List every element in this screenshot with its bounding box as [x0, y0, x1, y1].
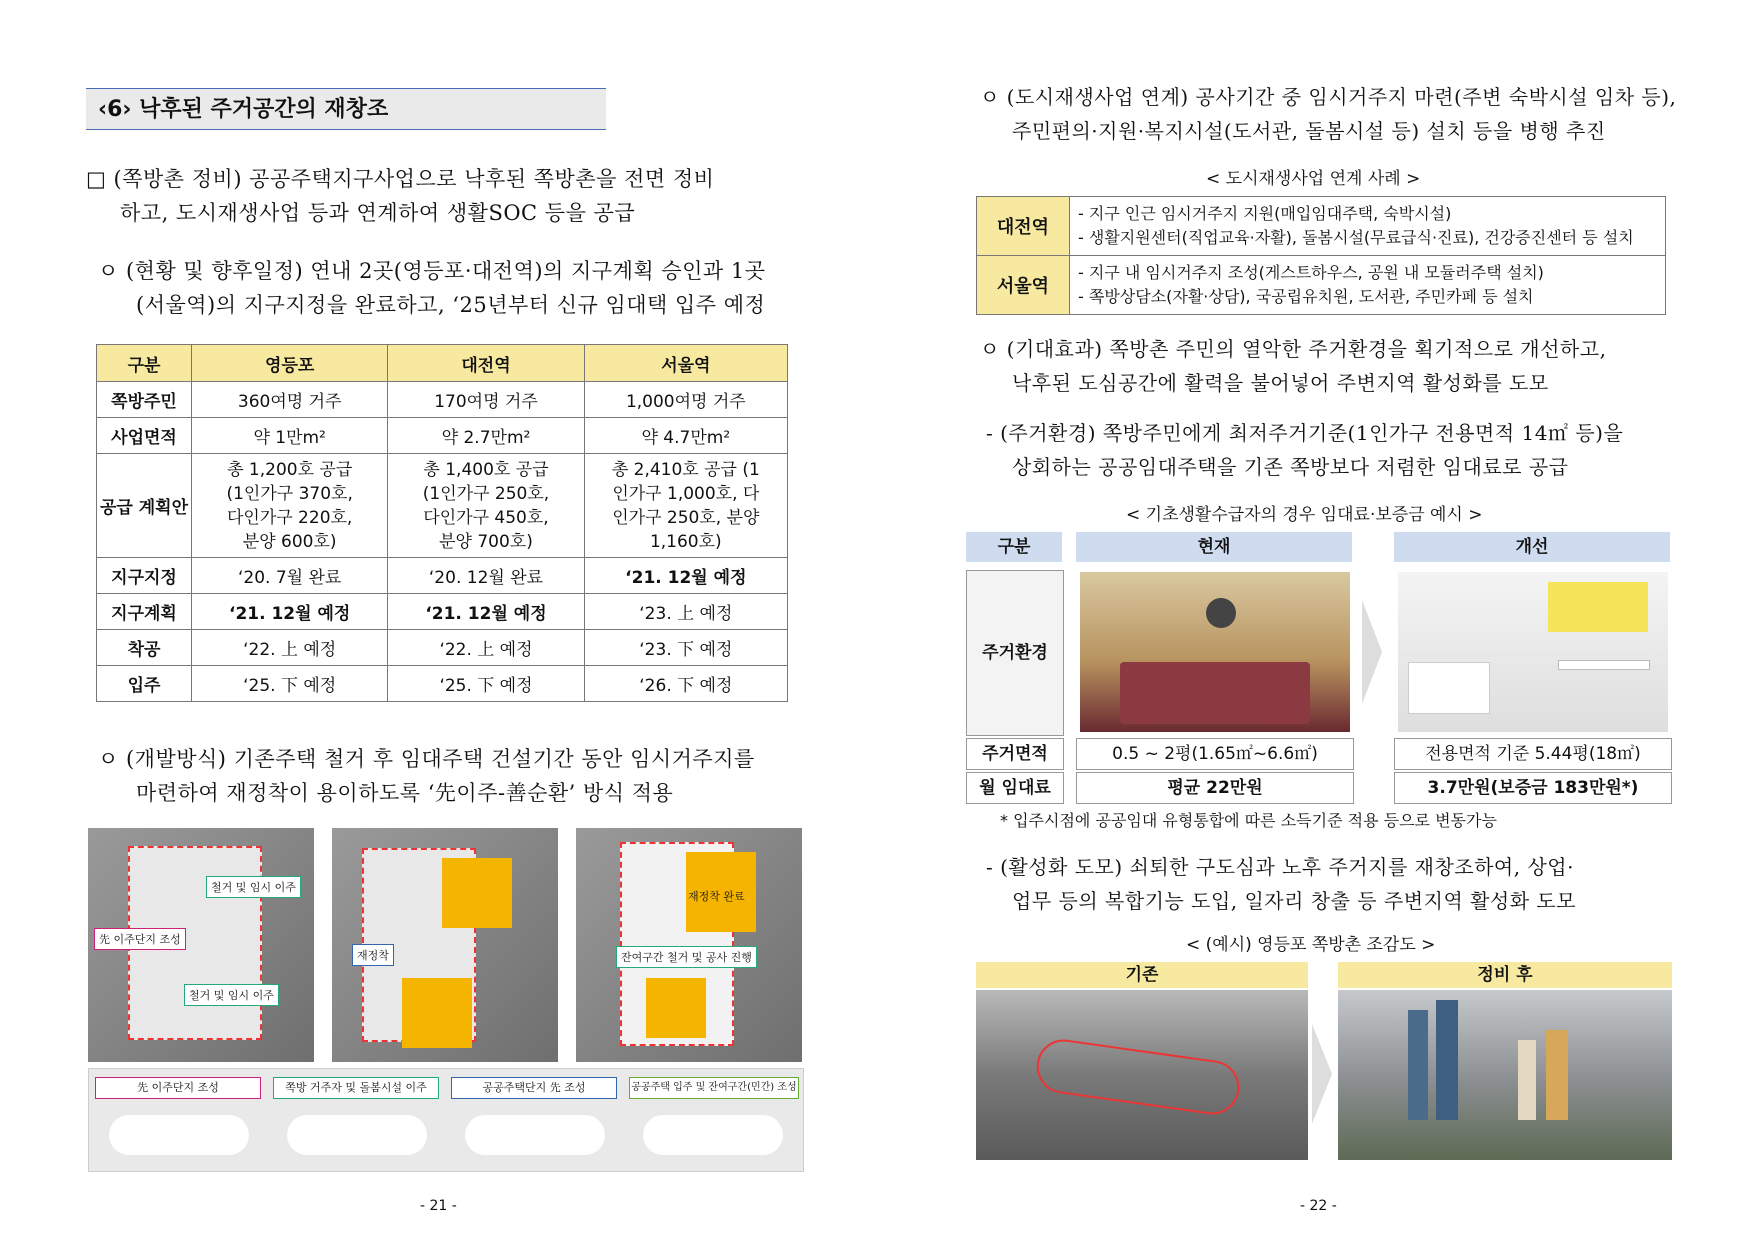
- table-row: 사업면적 약 1만m² 약 2.7만m² 약 4.7만m²: [97, 418, 788, 454]
- caption-urban-regen: < 도시재생사업 연계 사례 >: [1206, 169, 1421, 189]
- table-row: 지구계획 ‘21. 12월 예정 ‘21. 12월 예정 ‘23. 上 예정: [97, 594, 788, 630]
- table-row: 쪽방주민 360여명 거주 170여명 거주 1,000여명 거주: [97, 382, 788, 418]
- map-image-1: 철거 및 임시 이주 先 이주단지 조성 철거 및 임시 이주: [88, 828, 314, 1062]
- page-number-right: - 22 -: [1300, 1198, 1337, 1214]
- case-table: [976, 196, 1666, 315]
- arrow-right-icon: [1362, 600, 1382, 704]
- rent-current: 평균 22만원: [1076, 772, 1354, 804]
- section-title: ‹6› 낙후된 주거공간의 재창조: [86, 88, 606, 130]
- r-bullet4-line2: 업무 등의 복합기능 도입, 일자리 창출 등 주변지역 활성화 도모: [1012, 889, 1577, 913]
- th-seoul: 서울역: [584, 345, 787, 382]
- after-aerial-photo: [1338, 990, 1672, 1160]
- before-aerial-photo: [976, 990, 1308, 1160]
- r-bullet1-line1: ㅇ (도시재생사업 연계) 공사기간 중 임시거주지 마련(주변 숙박시설 임차 등),: [980, 85, 1677, 109]
- bullet2-line1: ㅇ (현황 및 향후일정) 연내 2곳(영등포·대전역)의 지구계획 승인과 1곳: [98, 259, 766, 283]
- current-room-photo: [1080, 572, 1350, 732]
- cmp-row-area: 주거면적: [966, 738, 1064, 770]
- r-bullet3-line2: 상회하는 공공임대주택을 기존 쪽방보다 저렴한 임대료로 공급: [1012, 455, 1569, 479]
- after-label: 정비 후: [1338, 962, 1672, 988]
- step-3: 공공주택단지 先 조성: [451, 1077, 617, 1099]
- table-row: 입주 ‘25. 下 예정 ‘25. 下 예정 ‘26. 下 예정: [97, 666, 788, 702]
- table-row: 착공 ‘22. 上 예정 ‘22. 上 예정 ‘23. 下 예정: [97, 630, 788, 666]
- cmp-header-current: 현재: [1076, 532, 1352, 562]
- arrow-right-icon: [1312, 1024, 1332, 1124]
- bullet3-line2: 마련하여 재정착이 용이하도록 ‘先이주-善순환’ 방식 적용: [136, 781, 674, 805]
- bullet2-line2: (서울역)의 지구지정을 완료하고, ‘25년부터 신규 임대택 입주 예정: [136, 293, 766, 317]
- th-category: 구분: [97, 345, 192, 382]
- bullet1-line2: 하고, 도시재생사업 등과 연계하여 생활SOC 등을 공급: [120, 201, 636, 225]
- r-bullet3-line1: - (주거환경) 쪽방주민에게 최저주거기준(1인가구 전용면적 14㎡ 등)을: [986, 421, 1624, 445]
- table-row: 대전역 - 지구 인근 임시거주지 지원(매입임대주택, 숙박시설) - 생활지원센터(직업교육·자활), 돌봄시설(무료급식·진료), 건강증진센터 등 설치: [977, 197, 1666, 256]
- improved-room-photo: [1398, 572, 1668, 732]
- step-2: 쪽방 거주자 및 돌봄시설 이주: [273, 1077, 439, 1099]
- steps-strip: [88, 1068, 804, 1172]
- caption-rent-example: < 기초생활수급자의 경우 임대료·보증금 예시 >: [1126, 505, 1483, 525]
- th-daejeon: 대전역: [388, 345, 584, 382]
- bullet1-line1: □ (쪽방촌 정비) 공공주택지구사업으로 낙후된 쪽방촌을 전면 정비: [86, 167, 715, 191]
- r-bullet2-line1: ㅇ (기대효과) 쪽방촌 주민의 열악한 주거환경을 획기적으로 개선하고,: [980, 337, 1607, 361]
- caption-birdseye: < (예시) 영등포 쪽방촌 조감도 >: [1186, 935, 1436, 955]
- area-current: 0.5 ~ 2평(1.65㎡~6.6㎡): [1076, 738, 1354, 770]
- cmp-row-env: 주거환경: [966, 570, 1064, 736]
- bullet3-line1: ㅇ (개발방식) 기존주택 철거 후 임대주택 건설기간 동안 임시거주지를: [98, 747, 755, 771]
- page-number-left: - 21 -: [420, 1198, 457, 1214]
- step-4: 공공주택 입주 및 잔여구간(민간) 조성: [629, 1077, 799, 1099]
- before-label: 기존: [976, 962, 1308, 988]
- r-bullet2-line2: 낙후된 도심공간에 활력을 불어넣어 주변지역 활성화를 도모: [1012, 371, 1549, 395]
- cmp-row-rent: 월 임대료: [966, 772, 1064, 804]
- table-row: 공급 계획안 총 1,200호 공급 (1인가구 370호, 다인가구 220호, 분양 600호) 총 1,400호 공급 (1인가구 250호, 다인가구 450호, 분양 700호) 총 2,410호 공급 (1인가구 1,000호, 다인가구 250호, 분양 1,160호): [97, 454, 788, 558]
- th-yeongdeungpo: 영등포: [192, 345, 388, 382]
- cmp-header-improved: 개선: [1394, 532, 1670, 562]
- rent-note: * 입주시점에 공공임대 유형통합에 따른 소득기준 적용 등으로 변동가능: [1000, 811, 1497, 830]
- schedule-table: [96, 344, 788, 702]
- cmp-header-category: 구분: [966, 532, 1062, 562]
- map-image-3: 잔여구간 철거 및 공사 진행 재정착 완료: [576, 828, 802, 1062]
- step-1: 先 이주단지 조성: [95, 1077, 261, 1099]
- table-row: 서울역 - 지구 내 임시거주지 조성(게스트하우스, 공원 내 모듈러주택 설치) - 쪽방상담소(자활·상담), 국공립유치원, 도서관, 주민카페 등 설치: [977, 256, 1666, 315]
- r-bullet4-line1: - (활성화 도모) 쇠퇴한 구도심과 노후 주거지를 재창조하여, 상업·: [986, 855, 1574, 879]
- area-improved: 전용면적 기준 5.44평(18㎡): [1394, 738, 1672, 770]
- rent-improved: 3.7만원(보증금 183만원*): [1394, 772, 1672, 804]
- map-image-2: 재정착: [332, 828, 558, 1062]
- table-row: 지구지정 ‘20. 7월 완료 ‘20. 12월 완료 ‘21. 12월 예정: [97, 558, 788, 594]
- r-bullet1-line2: 주민편의·지원·복지시설(도서관, 돌봄시설 등) 설치 등을 병행 추진: [1012, 119, 1606, 143]
